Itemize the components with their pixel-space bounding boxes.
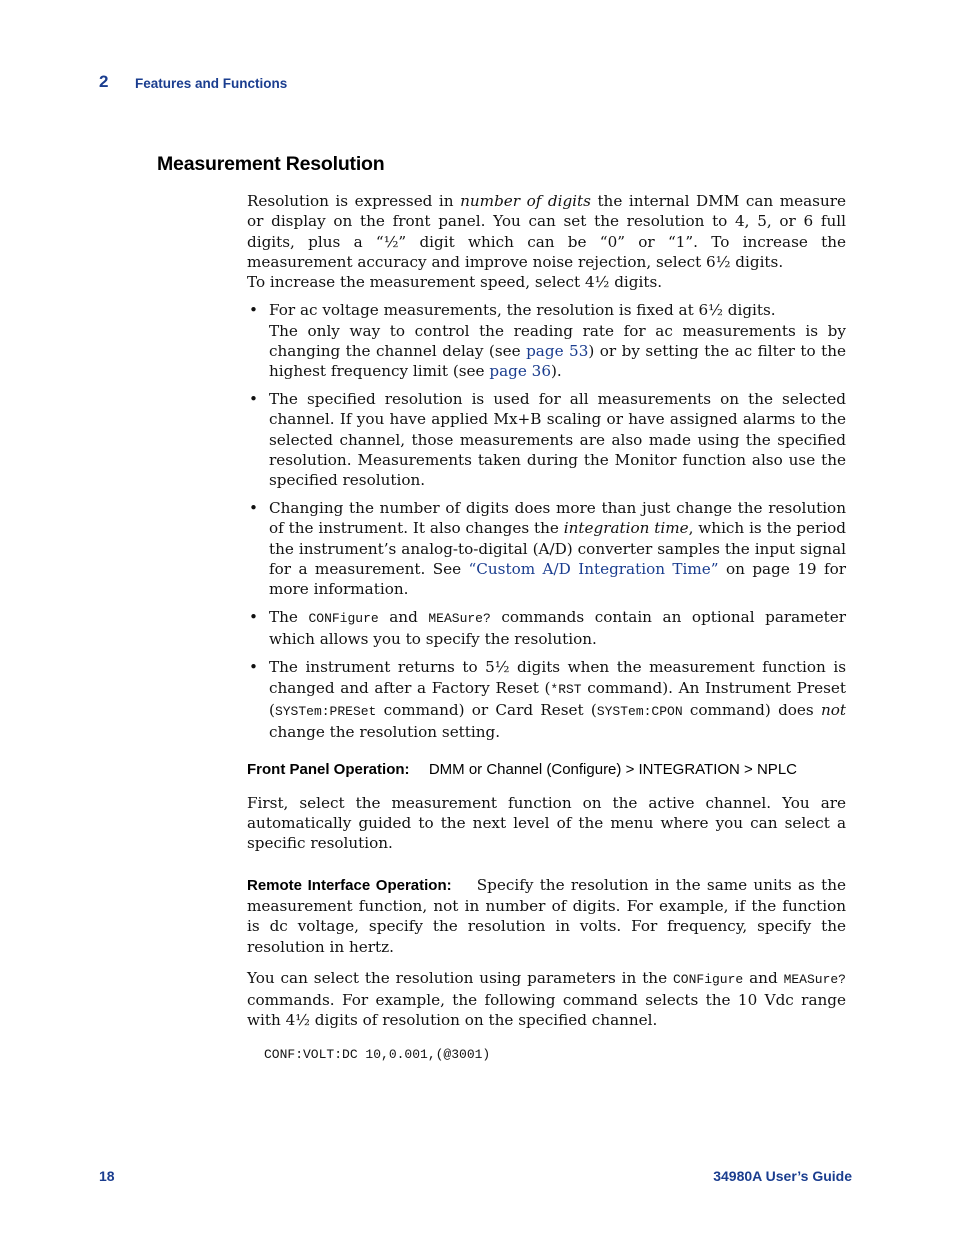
- bullet-icon: •: [249, 608, 258, 627]
- bullet-text: and: [378, 608, 429, 627]
- page-36-link[interactable]: page 36: [489, 362, 551, 381]
- bullet-text: ) or by setting the ac filter to the highest frequency limit (see: [269, 342, 847, 381]
- bullet-icon: •: [249, 499, 258, 518]
- bullet-icon: •: [249, 390, 258, 409]
- bullet-item-commands: [247, 607, 846, 650]
- bullet-text: command). An Instrument Preset (: [269, 678, 846, 719]
- chapter-number: 2: [99, 72, 109, 91]
- bullet-text: The specified resolution is used for all measurements on the selected channel. If you have applied Mx+B scaling or have assigned alarms to the selected channel, those measurements are also made using the specified resolution. Measurements taken during the Monitor function also use the specified resolution.: [269, 390, 846, 490]
- code-configure: CONFigure: [308, 611, 379, 627]
- paragraph-text: and: [743, 968, 784, 987]
- intro-paragraph: [247, 191, 846, 292]
- bullet-text: Changing the number of digits does more than just change the resolution of the instrument. It also changes the: [269, 499, 846, 538]
- select-resolution-paragraph: [247, 968, 846, 1031]
- bullet-list: [247, 300, 846, 742]
- code-example: CONF:VOLT:DC 10,0.001,(@3001): [264, 1046, 491, 1062]
- section-title: Measurement Resolution: [157, 153, 385, 175]
- remote-interface-label: Remote Interface Operation:: [247, 876, 452, 894]
- bullet-text: command) does: [682, 700, 821, 719]
- code-rst: *RST: [550, 681, 582, 697]
- bullet-text: The: [269, 608, 309, 627]
- bullet-emphasis: integration time: [563, 519, 689, 538]
- main-content: [247, 191, 846, 1065]
- front-panel-menu-path: DMM or Channel (Configure) > INTEGRATION > NPLC: [428, 761, 797, 779]
- bullet-text: The only way to control the reading rate for ac measurements is by changing the channel delay (see: [269, 321, 846, 361]
- page-53-link[interactable]: page 53: [526, 342, 589, 361]
- bullet-text: on page 19 for more information.: [269, 560, 846, 599]
- bullet-emphasis: not: [820, 700, 846, 719]
- intro-emphasis: number of digits: [460, 192, 591, 210]
- bullet-text: ).: [550, 362, 562, 381]
- bullet-icon: •: [249, 301, 258, 320]
- custom-ad-integration-link[interactable]: “Custom A/D Integration Time”: [468, 560, 719, 579]
- bullet-item-reset: [247, 657, 846, 742]
- bullet-text: commands contain an optional parameter which allows you to specify the resolution.: [269, 608, 846, 649]
- code-measure: MEASure?: [783, 971, 846, 987]
- code-measure: MEASure?: [428, 611, 491, 627]
- remote-interface-text: Specify the resolution in the same units as the measurement function, not in number of digits. For example, if the function is dc voltage, specify the resolution in volts. For frequency, specify the resolution in hertz.: [247, 875, 847, 956]
- chapter-title: Features and Functions: [135, 76, 288, 91]
- paragraph-text: You can select the resolution using parameters in the: [247, 968, 673, 987]
- front-panel-paragraph: First, select the measurement function on the active channel. You are automatically guided to the next level of the menu where you can select a specific resolution.: [247, 793, 846, 853]
- intro-text: the internal DMM can measure or display on the front panel. You can set the resolution to 4, 5, or 6 full digits, plus a “½” digit which can be “0” or “1”. To increase the measurement accuracy and improve noise rejection, select 6½ digits.: [247, 192, 846, 271]
- guide-title: 34980A User’s Guide: [713, 1168, 852, 1184]
- intro-text: Resolution is expressed in: [247, 192, 461, 210]
- bullet-text: change the resolution setting.: [269, 723, 501, 742]
- paragraph-text: commands. For example, the following command selects the 10 Vdc range with 4½ digits of resolution on the specified channel.: [247, 991, 846, 1030]
- bullet-item-specified-resolution: [247, 389, 846, 490]
- bullet-text: , which is the period the instrument’s analog-to-digital (A/D) converter samples the input signal for a measurement. See: [269, 519, 846, 579]
- page-number: 18: [99, 1168, 115, 1184]
- code-system-preset: SYSTem:PRESet: [274, 703, 377, 719]
- bullet-text: For ac voltage measurements, the resolution is fixed at 6½ digits.: [269, 301, 776, 320]
- remote-interface-paragraph: [247, 875, 846, 957]
- intro-text: To increase the measurement speed, select 4½ digits.: [247, 273, 663, 292]
- code-system-cpon: SYSTem:CPON: [596, 703, 683, 719]
- front-panel-label: Front Panel Operation:: [247, 761, 410, 779]
- code-configure: CONFigure: [672, 971, 744, 987]
- bullet-text: command) or Card Reset (: [376, 700, 597, 719]
- front-panel-operation-heading: [247, 759, 846, 780]
- bullet-item-ac-voltage: [247, 300, 846, 381]
- bullet-icon: •: [249, 658, 258, 677]
- bullet-item-integration-time: [247, 498, 846, 599]
- bullet-text: The instrument returns to 5½ digits when the measurement function is changed and after a Factory Reset (: [269, 658, 846, 697]
